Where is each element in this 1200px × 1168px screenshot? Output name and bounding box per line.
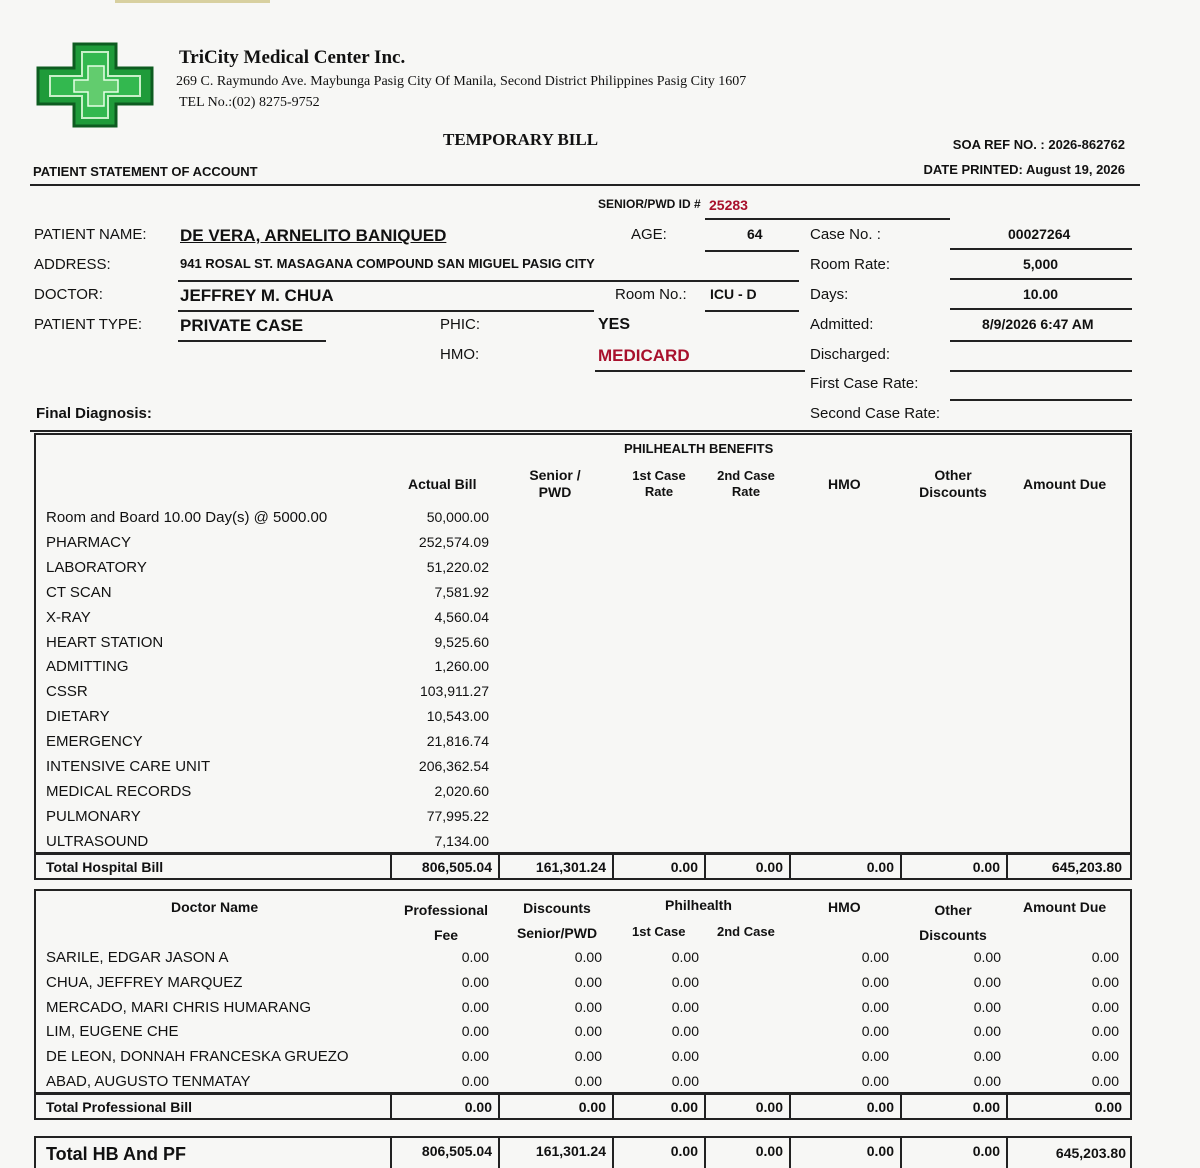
hb-item-amount: 4,560.04 [434, 608, 489, 625]
grand-hmo-cell [791, 1138, 902, 1168]
grand-second-value: 0.00 [755, 1143, 783, 1159]
patient-type-label: PATIENT TYPE: [34, 316, 143, 333]
pf-first-value: 0.00 [671, 1073, 699, 1089]
grand-other-cell [902, 1138, 1008, 1168]
room-rate-value: 5,000 [1023, 256, 1059, 272]
pf-due-value: 0.00 [1091, 1023, 1119, 1040]
pf-disc-value: 0.00 [574, 998, 602, 1015]
pf-tot-second-cell [706, 1094, 791, 1118]
senior-id-value: 25283 [709, 197, 748, 213]
pf-disc-value: 0.00 [574, 1023, 602, 1040]
total-other-value: 0.00 [972, 859, 1000, 875]
date-printed: DATE PRINTED: August 19, 2026 [923, 162, 1125, 177]
pf-doctor-name: SARILE, EDGAR JASON A [46, 949, 229, 966]
hb-item-amount: 9,525.60 [434, 633, 489, 650]
hospital-name: TriCity Medical Center Inc. [179, 47, 406, 68]
first-case-rate-label: First Case Rate: [810, 375, 919, 392]
tot-label-cell [36, 854, 392, 878]
hb-item-amount: 50,000.00 [426, 509, 489, 525]
col-amount-due: Amount Due [1023, 476, 1107, 492]
bill-title: TEMPORARY BILL [443, 130, 599, 149]
pf-due-value: 0.00 [1091, 998, 1119, 1015]
room-rate-underline [950, 278, 1132, 280]
doctor-label: DOCTOR: [34, 286, 103, 303]
age-underline [705, 250, 799, 252]
phic-value: YES [598, 316, 631, 333]
case-no-underline [950, 248, 1132, 250]
final-diagnosis-label: Final Diagnosis: [36, 405, 152, 422]
hospital-address: 269 C. Raymundo Ave. Maybunga Pasig City Of Manila, Second District Philippines Pasig City 1607 [176, 74, 747, 89]
pf-other-value: 0.00 [973, 973, 1001, 990]
col-pf-second-case: 2nd Case [717, 924, 775, 939]
second-case-rate-label: Second Case Rate: [810, 405, 941, 422]
statement-label: PATIENT STATEMENT OF ACCOUNT [33, 164, 258, 179]
tot-second-cell [706, 854, 791, 878]
grand-senior-cell [500, 1138, 614, 1168]
pf-total-disc-value: 0.00 [578, 1099, 606, 1115]
admitted-label: Admitted: [810, 316, 874, 333]
pf-due-value: 0.00 [1091, 1073, 1119, 1089]
hb-item-label: DIETARY [46, 708, 110, 726]
grand-due-value: 645,203.80 [1055, 1145, 1126, 1161]
col-senior-line2: PWD [538, 484, 572, 500]
grand-other-value: 0.00 [972, 1143, 1000, 1159]
tot-other-cell [902, 854, 1008, 878]
days-underline [950, 308, 1132, 310]
hb-item-label: EMERGENCY [46, 733, 143, 751]
room-no-label: Room No.: [615, 286, 687, 303]
hb-item-label: INTENSIVE CARE UNIT [46, 758, 211, 775]
pf-doctor-name: DE LEON, DONNAH FRANCESKA GRUEZO [46, 1048, 349, 1066]
philhealth-benefits-title: PHILHEALTH BENEFITS [624, 441, 774, 456]
pf-total-first-value: 0.00 [670, 1099, 698, 1115]
grand-second-cell [706, 1138, 791, 1168]
col-actual-bill: Actual Bill [408, 476, 477, 492]
admitted-underline [950, 340, 1132, 342]
total-due-value: 645,203.80 [1051, 859, 1122, 875]
pf-tot-label-cell [36, 1094, 392, 1118]
hb-item-label: X-RAY [46, 608, 91, 626]
pf-tot-disc-cell [500, 1094, 614, 1118]
hb-item-amount: 206,362.54 [418, 758, 489, 774]
col-first-case-rate [619, 468, 699, 500]
pf-disc-value: 0.00 [574, 1048, 602, 1065]
total-professional-bill-label: Total Professional Bill [46, 1099, 192, 1115]
pf-doctor-name: LIM, EUGENE CHE [46, 1023, 179, 1041]
grand-label-cell [36, 1138, 392, 1168]
pf-other-value: 0.00 [973, 1073, 1001, 1089]
pf-fee-value: 0.00 [461, 998, 489, 1015]
pf-hmo-value: 0.00 [861, 1023, 889, 1040]
col-pf-hmo: HMO [828, 899, 861, 915]
pf-total-second-value: 0.00 [755, 1099, 783, 1115]
pf-hmo-value: 0.00 [861, 949, 889, 965]
pf-other-value: 0.00 [973, 1023, 1001, 1040]
col-second-line1: 2nd Case [717, 468, 775, 483]
pf-fee-value: 0.00 [461, 1023, 489, 1040]
case-no-label: Case No. : [810, 226, 881, 243]
pf-doctor-name: ABAD, AUGUSTO TENMATAY [46, 1073, 251, 1090]
doctor-value: JEFFREY M. CHUA [180, 286, 334, 305]
total-professional-bill-row [34, 1092, 1132, 1120]
pf-disc-value: 0.00 [574, 973, 602, 990]
col-first-line2: Rate [644, 484, 674, 499]
col-disc-line2: Senior/PWD [516, 925, 598, 941]
age-label: AGE: [631, 226, 667, 243]
pf-hmo-value: 0.00 [861, 1048, 889, 1065]
pf-due-value: 0.00 [1091, 973, 1119, 990]
pf-tot-first-cell [614, 1094, 706, 1118]
col-other-discounts [905, 467, 1001, 501]
col-other-line1: Other [934, 467, 972, 483]
hb-item-amount: 77,995.22 [426, 807, 489, 824]
pf-hmo-value: 0.00 [861, 973, 889, 990]
senior-id-label: SENIOR/PWD ID # [598, 197, 701, 211]
hb-item-label: ULTRASOUND [46, 832, 149, 850]
total-hospital-bill-label: Total Hospital Bill [46, 859, 164, 875]
case-no-value: 00027264 [1008, 226, 1071, 242]
pf-other-value: 0.00 [973, 998, 1001, 1015]
col-disc-line1: Discounts [523, 900, 591, 916]
hb-item-amount: 2,020.60 [434, 782, 489, 799]
grand-first-cell [614, 1138, 706, 1168]
pf-first-value: 0.00 [671, 1023, 699, 1040]
tot-actual-cell [392, 854, 500, 878]
admitted-value: 8/9/2026 6:47 AM [982, 316, 1094, 332]
hospital-tel: TEL No.:(02) 8275-9752 [179, 95, 320, 110]
diagnosis-divider [30, 430, 1132, 432]
senior-id-underline [705, 218, 950, 220]
total-actual-value: 806,505.04 [421, 859, 492, 875]
patient-type-underline [178, 340, 326, 342]
col-professional-fee [396, 898, 496, 948]
grand-actual-value: 806,505.04 [421, 1143, 492, 1159]
col-fee-line1: Professional [403, 902, 489, 918]
pf-fee-value: 0.00 [461, 949, 489, 965]
hb-item-amount: 1,260.00 [434, 658, 489, 675]
doctor-underline [178, 310, 594, 312]
pf-hmo-value: 0.00 [861, 998, 889, 1015]
col-second-case-rate [705, 468, 787, 500]
pf-first-value: 0.00 [671, 973, 699, 990]
pf-disc-value: 0.00 [574, 949, 602, 965]
tot-senior-cell [500, 854, 614, 878]
pf-tot-hmo-cell [791, 1094, 902, 1118]
pf-fee-value: 0.00 [461, 973, 489, 990]
discharged-underline [950, 370, 1132, 372]
total-senior-value: 161,301.24 [535, 859, 606, 875]
hmo-value: MEDICARD [598, 346, 690, 365]
hb-item-amount: 21,816.74 [426, 733, 489, 750]
hb-item-label: ADMITTING [46, 658, 129, 676]
patient-name: DE VERA, ARNELITO BANIQUED [180, 226, 447, 245]
hb-item-amount: 7,134.00 [434, 832, 489, 849]
discharged-label: Discharged: [810, 346, 891, 363]
pf-due-value: 0.00 [1091, 949, 1119, 965]
room-no-underline [705, 310, 799, 312]
col-other-line2: Discounts [919, 484, 987, 500]
top-mark [115, 0, 270, 3]
pf-hmo-value: 0.00 [861, 1073, 889, 1089]
address-value: 941 ROSAL ST. MASAGANA COMPOUND SAN MIGUEL PASIG CITY [180, 256, 595, 271]
pf-total-fee-value: 0.00 [464, 1099, 492, 1115]
col-pf-amount-due: Amount Due [1023, 899, 1107, 915]
total-hmo-value: 0.00 [866, 859, 894, 875]
pf-disc-value: 0.00 [574, 1073, 602, 1089]
col-doctor-name: Doctor Name [171, 899, 259, 915]
hb-item-label: CT SCAN [46, 583, 112, 601]
pf-fee-value: 0.00 [461, 1073, 489, 1089]
phic-label: PHIC: [440, 316, 481, 333]
col-hmo: HMO [828, 476, 861, 492]
pf-doctor-name: CHUA, JEFFREY MARQUEZ [46, 973, 243, 991]
soa-ref: SOA REF NO. : 2026-862762 [952, 137, 1125, 152]
hb-item-amount: 51,220.02 [426, 558, 489, 575]
tot-hmo-cell [791, 854, 902, 878]
hb-item-label: CSSR [46, 683, 88, 701]
first-case-underline [950, 399, 1132, 401]
col-pf-first-case: 1st Case [632, 924, 686, 939]
pf-total-hmo-value: 0.00 [866, 1099, 894, 1115]
hb-item-label: MEDICAL RECORDS [46, 782, 192, 800]
grand-senior-value: 161,301.24 [535, 1143, 606, 1159]
hb-item-label: HEART STATION [46, 633, 164, 651]
hb-item-label: Room and Board 10.00 Day(s) @ 5000.00 [46, 509, 328, 526]
pf-due-value: 0.00 [1091, 1048, 1119, 1065]
col-senior-pwd [515, 467, 595, 501]
col-discounts-senior [507, 896, 607, 946]
pf-doctor-name: MERCADO, MARI CHRIS HUMARANG [46, 998, 312, 1016]
pf-other-value: 0.00 [973, 1048, 1001, 1065]
pf-first-value: 0.00 [671, 949, 699, 965]
days-value: 10.00 [1023, 286, 1059, 302]
hb-item-label: PHARMACY [46, 533, 132, 551]
header-divider [30, 184, 1140, 186]
address-underline [178, 280, 799, 282]
hmo-label: HMO: [440, 346, 480, 363]
col-first-line1: 1st Case [632, 468, 686, 483]
pf-tot-fee-cell [392, 1094, 500, 1118]
col-pf-other-discounts [905, 898, 1001, 948]
hb-item-amount: 252,574.09 [418, 533, 489, 550]
pf-total-due-value: 0.00 [1094, 1099, 1122, 1115]
days-label: Days: [810, 286, 849, 303]
grand-hmo-value: 0.00 [866, 1143, 894, 1159]
grand-total-label: Total HB And PF [46, 1144, 186, 1164]
hospital-cross-logo [34, 42, 154, 128]
pf-other-value: 0.00 [973, 949, 1001, 965]
hmo-underline [595, 370, 805, 372]
pf-fee-value: 0.00 [461, 1048, 489, 1065]
address-label: ADDRESS: [34, 256, 111, 273]
pf-total-other-value: 0.00 [972, 1099, 1000, 1115]
room-no-value: ICU - D [710, 286, 757, 302]
grand-total-row [34, 1136, 1132, 1168]
hb-item-label: PULMONARY [46, 807, 141, 825]
patient-name-label: PATIENT NAME: [34, 226, 147, 243]
total-first-value: 0.00 [670, 859, 698, 875]
room-rate-label: Room Rate: [810, 256, 891, 273]
patient-type-value: PRIVATE CASE [180, 316, 304, 335]
pf-first-value: 0.00 [671, 1048, 699, 1065]
grand-first-value: 0.00 [670, 1143, 698, 1159]
col-pf-other-line1: Other [934, 902, 972, 918]
col-philhealth: Philhealth [665, 897, 732, 913]
hb-item-amount: 7,581.92 [434, 583, 489, 600]
col-pf-other-line2: Discounts [919, 927, 987, 943]
pf-first-value: 0.00 [671, 998, 699, 1015]
col-second-line2: Rate [731, 484, 761, 499]
age-value: 64 [747, 226, 763, 242]
total-hospital-bill-row [34, 852, 1132, 880]
col-senior-line1: Senior / [529, 467, 581, 483]
tot-first-cell [614, 854, 706, 878]
total-second-value: 0.00 [755, 859, 783, 875]
hb-item-label: LABORATORY [46, 558, 147, 576]
hb-item-amount: 10,543.00 [426, 708, 489, 725]
pf-tot-other-cell [902, 1094, 1008, 1118]
grand-actual-cell [392, 1138, 500, 1168]
hb-item-amount: 103,911.27 [419, 683, 489, 700]
col-fee-line2: Fee [433, 927, 459, 943]
